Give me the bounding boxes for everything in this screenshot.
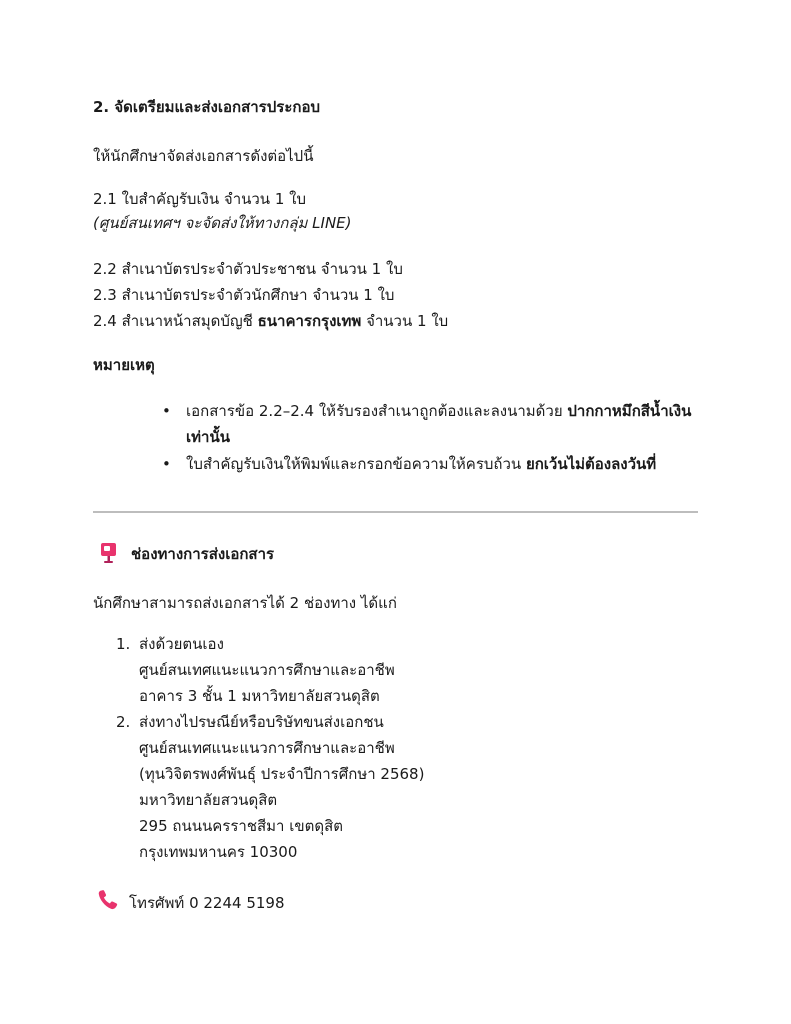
item-2-4-post: จำนวน 1 ใบ (361, 312, 449, 330)
section-heading: 2. จัดเตรียมและส่งเอกสารประกอบ (93, 98, 320, 116)
delivery-heading: ช่องทางการส่งเอกสาร (131, 545, 275, 563)
item-2-3: 2.3 สำเนาบัตรประจำตัวนักศึกษา จำนวน 1 ใบ (93, 286, 395, 304)
item-2-4-pre: 2.4 สำเนาหน้าสมุดบัญชี (93, 312, 258, 330)
horizontal-divider (93, 511, 698, 513)
item-2-1: 2.1 ใบสำคัญรับเงิน จำนวน 1 ใบ (93, 190, 306, 208)
item-2-2: 2.2 สำเนาบัตรประจำตัวประชาชน จำนวน 1 ใบ (93, 260, 403, 278)
note-bullet-1-text: เอกสารข้อ 2.2–2.4 ให้รับรองสำเนาถูกต้องและลงนามด้วย (186, 402, 568, 420)
notes-heading: หมายเหตุ (93, 356, 155, 374)
section-intro: ให้นักศึกษาจัดส่งเอกสารดังต่อไปนี้ (93, 147, 314, 165)
note-bullet-1-bold: ปากกาหมึกสีน้ำเงิน (567, 402, 692, 420)
bullet-marker: • (162, 455, 171, 473)
note-bullet-2-text: ใบสำคัญรับเงินให้พิมพ์และกรอกข้อความให้ครบถ้วน (186, 455, 526, 473)
option-2-line: มหาวิทยาลัยสวนดุสิต (139, 791, 278, 809)
option-2-title: ส่งทางไปรษณีย์หรือบริษัทขนส่งเอกชน (139, 713, 384, 731)
bullet-marker: • (162, 402, 171, 420)
delivery-intro: นักศึกษาสามารถส่งเอกสารได้ 2 ช่องทาง ได้แก่ (93, 594, 397, 612)
option-2-line: (ทุนวิจิตรพงศ์พันธุ์ ประจำปีการศึกษา 2568) (139, 765, 425, 783)
note-bullet-1 (186, 401, 691, 421)
option-1-line: ศูนย์สนเทศแนะแนวการศึกษาและอาชีพ (139, 661, 395, 679)
telephone-icon (96, 888, 120, 912)
postbox-icon (99, 542, 119, 564)
option-2-line: กรุงเทพมหานคร 10300 (139, 843, 298, 861)
item-2-1-note: (ศูนย์สนเทศฯ จะจัดส่งให้ทางกลุ่ม LINE) (93, 214, 352, 232)
option-2-line: 295 ถนนนครราชสีมา เขตดุสิต (139, 817, 343, 835)
phone-text: โทรศัพท์ 0 2244 5198 (129, 894, 285, 912)
note-bullet-2-bold: ยกเว้นไม่ต้องลงวันที่ (525, 455, 657, 473)
option-1-title: ส่งด้วยตนเอง (139, 635, 224, 653)
option-1-number: 1. (116, 635, 131, 653)
item-2-4 (93, 311, 448, 331)
option-1-line: อาคาร 3 ชั้น 1 มหาวิทยาลัยสวนดุสิต (139, 687, 380, 705)
note-bullet-2 (186, 454, 656, 474)
note-bullet-1-bold-cont: เท่านั้น (186, 428, 230, 446)
item-2-4-bank: ธนาคารกรุงเทพ (257, 312, 362, 330)
option-2-line: ศูนย์สนเทศแนะแนวการศึกษาและอาชีพ (139, 739, 395, 757)
option-2-number: 2. (116, 713, 131, 731)
